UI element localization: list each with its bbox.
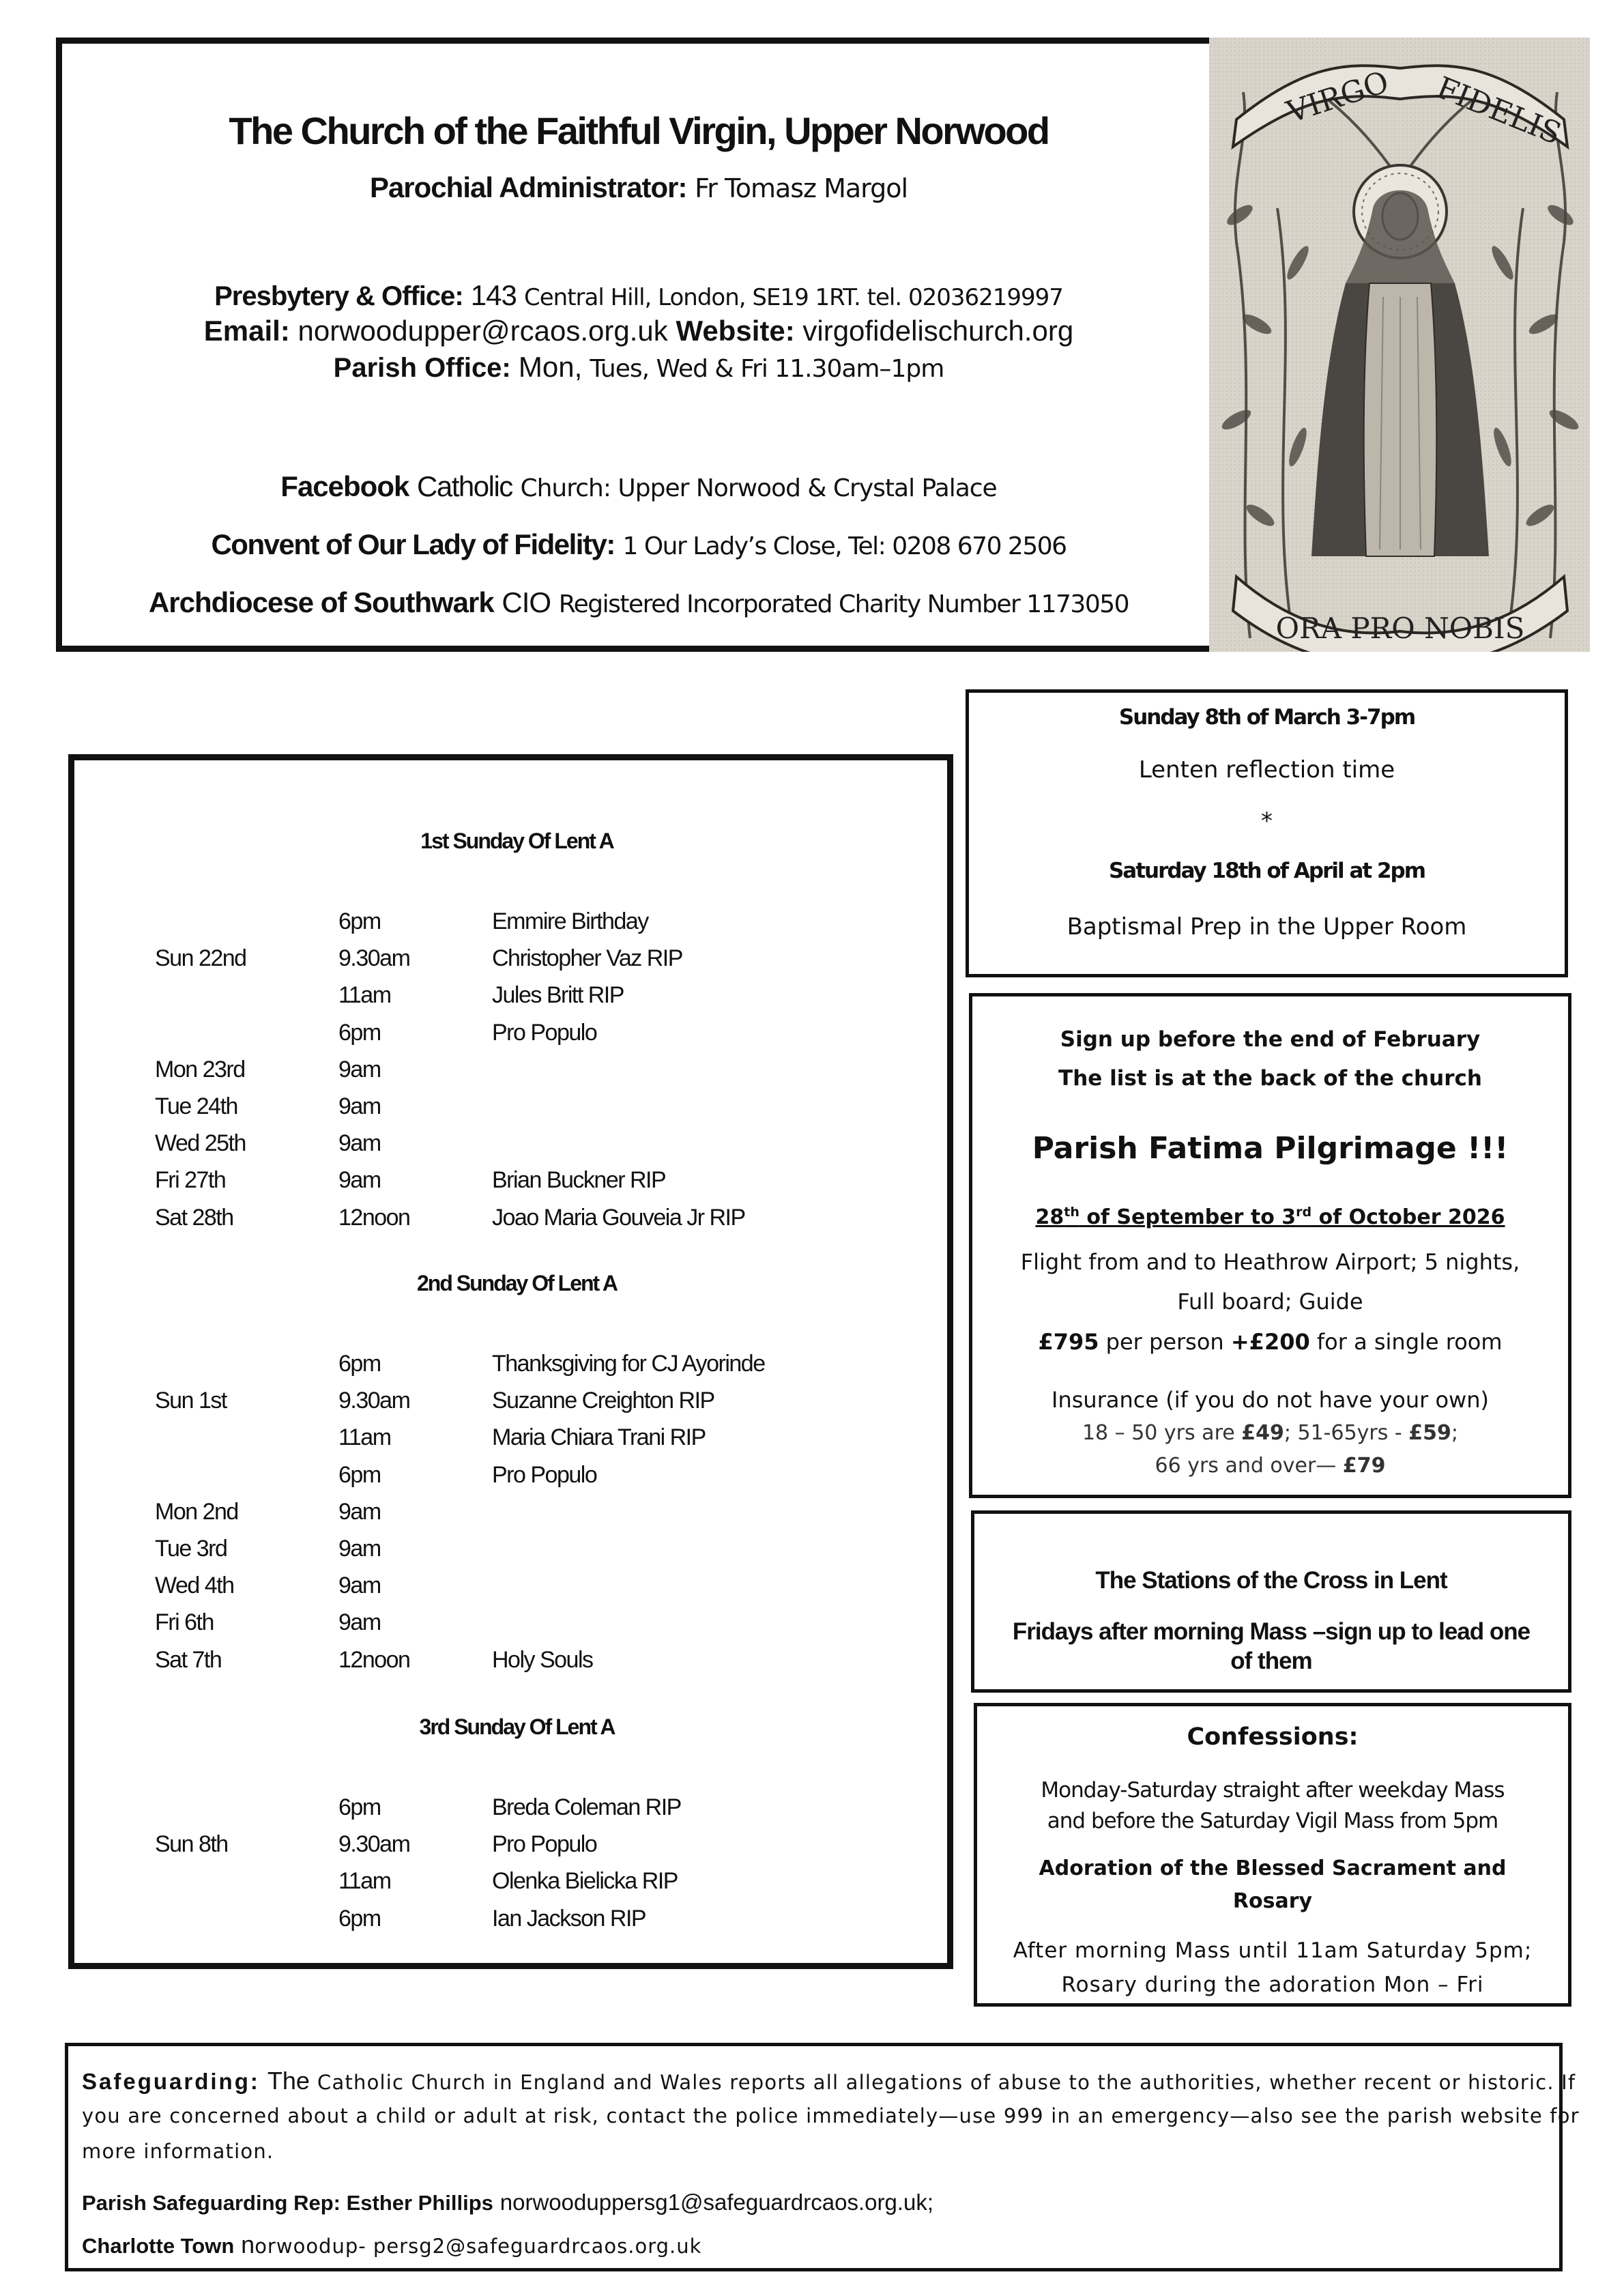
safeguarding-second-line [82,2230,701,2259]
archdiocese-cio: CIO [502,586,551,618]
date-mid: of September to 3 [1079,1205,1296,1229]
after-mass-line1: After morning Mass until 11am Saturday 5pm; [1013,1938,1533,1963]
mass-time: 6pm [338,1019,381,1046]
signup-line: Sign up before the end of February [1060,1027,1481,1052]
mass-intention: Emmire Birthday [492,908,648,934]
safeguarding-line1-rest: Catholic Church in England and Wales reports all allegations of abuse to the authorities, whether recent or historic. If [317,2071,1576,2094]
lenten-events-box [966,689,1568,977]
email-label: Email: [203,315,290,347]
website-label: Website: [676,315,795,347]
facebook-word: Catholic [417,470,512,502]
mass-time: 9am [338,1498,381,1525]
mass-day: Sun 8th [155,1831,228,1858]
stations-detail-line1: Fridays after morning Mass –sign up to lead one [1012,1618,1531,1645]
mass-time: 12noon [338,1646,410,1673]
facebook-label: Facebook [280,470,409,502]
safeguarding-line2: you are concerned about a child or adult at risk, contact the police immediately—use 999 in an emergency—also see the parish website for [82,2104,1580,2127]
office-hours-line [62,351,1215,384]
list-location-line: The list is at the back of the church [1058,1066,1482,1091]
mass-intention: Pro Populo [492,1461,597,1488]
mass-day: Wed 25th [155,1130,246,1157]
mass-intention: Olenka Bielicka RIP [492,1868,678,1895]
virgo-fidelis-image [1209,38,1590,652]
sunday-title: 2nd Sunday Of Lent A [416,1271,618,1295]
church-name: The Church of the Faithful Virgin, Upper Norwood [229,109,1049,152]
safeguarding-line3: more information. [82,2140,274,2163]
date-end: of October 2026 [1311,1205,1505,1229]
presbytery-address: Central Hill, London, SE19 1RT. tel. 02036219997 [524,284,1063,311]
safeguarding-rep-email[interactable]: norwooduppersg1@safeguardrcaos.org.uk; [499,2190,933,2215]
presbytery-number: 143 [470,279,517,311]
mass-time: 12noon [338,1204,410,1231]
safeguarding-line1 [82,2067,1576,2095]
mass-time: 6pm [338,1351,381,1377]
mass-time: 6pm [338,1461,381,1488]
mass-time: 9.30am [338,1388,410,1414]
email-link[interactable]: norwoodupper@rcaos.org.uk [298,315,668,347]
mass-time: 6pm [338,1905,381,1932]
pilgrimage-box [969,993,1571,1498]
confessions-box [974,1703,1571,2007]
mass-day: Tue 24th [155,1093,237,1119]
adoration-line1: Adoration of the Blessed Sacrament and [1039,1856,1507,1880]
mass-time: 6pm [338,908,381,934]
safeguarding-second-label: Charlotte Town [82,2234,235,2258]
office-days-first: Mon, [518,351,583,383]
mass-intention: Breda Coleman RIP [492,1794,681,1820]
facebook-line [62,470,1215,503]
mass-time: 9.30am [338,1831,410,1858]
mass-day: Fri 6th [155,1609,214,1636]
mass-intention: Jules Britt RIP [492,982,624,1009]
banner-top-left: VIRGO [1282,64,1393,130]
price: £795 [1038,1329,1099,1355]
mass-time: 6pm [338,1794,381,1820]
date-start-sup: th [1064,1205,1079,1220]
banner-bottom: ORA PRO NOBIS [1275,612,1525,645]
adoration-line2: Rosary [1232,1889,1313,1913]
safeguarding-rep-line [82,2190,933,2215]
pilgrimage-dates [972,1205,1568,1229]
safeguarding-the: The [267,2067,310,2095]
mass-day: Sat 28th [155,1204,233,1231]
confessions-line2: and before the Saturday Vigil Mass from 5pm [1047,1809,1498,1833]
office-label: Parish Office: [333,353,511,383]
insurance-heading: Insurance (if you do not have your own) [1052,1387,1489,1413]
confessions-title: Confessions: [1187,1723,1359,1751]
virgo-fidelis-illustration [1209,38,1590,652]
mass-time: 9am [338,1167,381,1194]
safeguarding-second-email[interactable]: orwoodup- persg2@safeguardrcaos.org.uk [255,2235,702,2258]
lenten-separator: * [1261,807,1273,835]
single-supplement: +£200 [1230,1329,1310,1355]
flight-line: Flight from and to Heathrow Airport; 5 nights, [1020,1249,1520,1275]
sunday-title: 3rd Sunday Of Lent A [419,1714,615,1739]
mass-day: Sat 7th [155,1646,222,1673]
archdiocese-detail: Registered Incorporated Charity Number 1173050 [558,590,1129,618]
safeguarding-second-n: n [241,2230,255,2258]
date-end-sup: rd [1296,1205,1312,1220]
single-rest: for a single room [1309,1329,1503,1355]
date-start: 28 [1035,1205,1064,1229]
mass-time: 11am [338,982,391,1009]
mass-day: Mon 2nd [155,1498,238,1525]
insurance-a-price: £49 [1241,1421,1284,1445]
convent-line [62,528,1215,561]
office-days-rest: Tues, Wed & Fri 11.30am–1pm [590,355,944,383]
insurance-c: 66 yrs and over— [1155,1454,1343,1478]
mass-intention: Pro Populo [492,1831,597,1858]
mass-schedule-box [68,754,953,1969]
insurance-a: 18 – 50 yrs are [1082,1421,1242,1445]
lenten-line1: Sunday 8th of March 3-7pm [1118,705,1415,730]
presbytery-line [62,279,1215,312]
insurance-b: ; 51-65yrs - [1284,1421,1409,1445]
mass-time: 11am [338,1424,391,1451]
mass-time: 9am [338,1609,381,1636]
mass-time: 9.30am [338,945,410,972]
board-line: Full board; Guide [1177,1289,1363,1315]
lenten-line4: Baptismal Prep in the Upper Room [1067,913,1467,941]
administrator-label: Parochial Administrator: [369,171,687,203]
price-rest: per person [1099,1329,1231,1355]
administrator-line [62,171,1215,204]
mass-time: 11am [338,1868,391,1895]
mass-intention: Christopher Vaz RIP [492,945,682,972]
mass-day: Wed 4th [155,1573,234,1599]
insurance-c-price: £79 [1342,1454,1386,1478]
lenten-line3: Saturday 18th of April at 2pm [1108,859,1425,883]
header-box [56,38,1209,652]
safeguarding-rep-label: Parish Safeguarding Rep: Esther Phillips [82,2191,493,2215]
website-link[interactable]: virgofidelischurch.org [802,315,1074,347]
presbytery-label: Presbytery & Office: [214,281,463,311]
price-line [972,1329,1568,1355]
mass-intention: Holy Souls [492,1646,593,1673]
insurance-line-c [972,1454,1568,1478]
sunday-title: 1st Sunday Of Lent A [420,829,613,853]
stations-box [971,1510,1571,1693]
lenten-line2: Lenten reflection time [1138,756,1395,784]
safeguarding-label: Safeguarding: [82,2069,260,2094]
mass-intention: Thanksgiving for CJ Ayorinde [492,1351,765,1377]
mass-time: 9am [338,1573,381,1599]
mass-day: Fri 27th [155,1167,226,1194]
after-mass-line2: Rosary during the adoration Mon – Fri [1061,1972,1484,1997]
mass-intention: Pro Populo [492,1019,597,1046]
archdiocese-label: Archdiocese of Southwark [148,586,494,618]
mass-intention: Joao Maria Gouveia Jr RIP [492,1204,745,1231]
pilgrimage-title: Parish Fatima Pilgrimage !!! [1032,1131,1509,1166]
stations-title: The Stations of the Cross in Lent [1095,1567,1447,1594]
confessions-line1: Monday-Saturday straight after weekday Mass [1041,1778,1505,1803]
facebook-rest: Church: Upper Norwood & Crystal Palace [520,474,997,502]
mass-time: 9am [338,1536,381,1562]
mass-day: Sun 22nd [155,945,246,972]
insurance-b-end: ; [1451,1421,1459,1445]
convent-label: Convent of Our Lady of Fidelity: [211,528,615,560]
stations-detail-line2: of them [1230,1648,1312,1674]
mass-day: Sun 1st [155,1388,227,1414]
email-website-line [62,315,1215,347]
mass-intention: Suzanne Creighton RIP [492,1388,714,1414]
mass-intention: Ian Jackson RIP [492,1905,646,1932]
safeguarding-box [65,2043,1580,2271]
mass-time: 9am [338,1093,381,1119]
mass-time: 9am [338,1130,381,1157]
mass-intention: Maria Chiara Trani RIP [492,1424,706,1451]
insurance-b-price: £59 [1408,1421,1451,1445]
administrator-name: Fr Tomasz Margol [695,173,908,203]
insurance-line-a [972,1421,1568,1445]
mass-intention: Brian Buckner RIP [492,1167,666,1194]
archdiocese-line [62,586,1215,619]
banner-top-right: FIDELIS [1431,70,1567,152]
convent-detail: 1 Our Lady’s Close, Tel: 0208 670 2506 [622,532,1067,560]
mass-time: 9am [338,1056,381,1082]
mass-day: Mon 23rd [155,1056,245,1082]
mass-day: Tue 3rd [155,1536,227,1562]
